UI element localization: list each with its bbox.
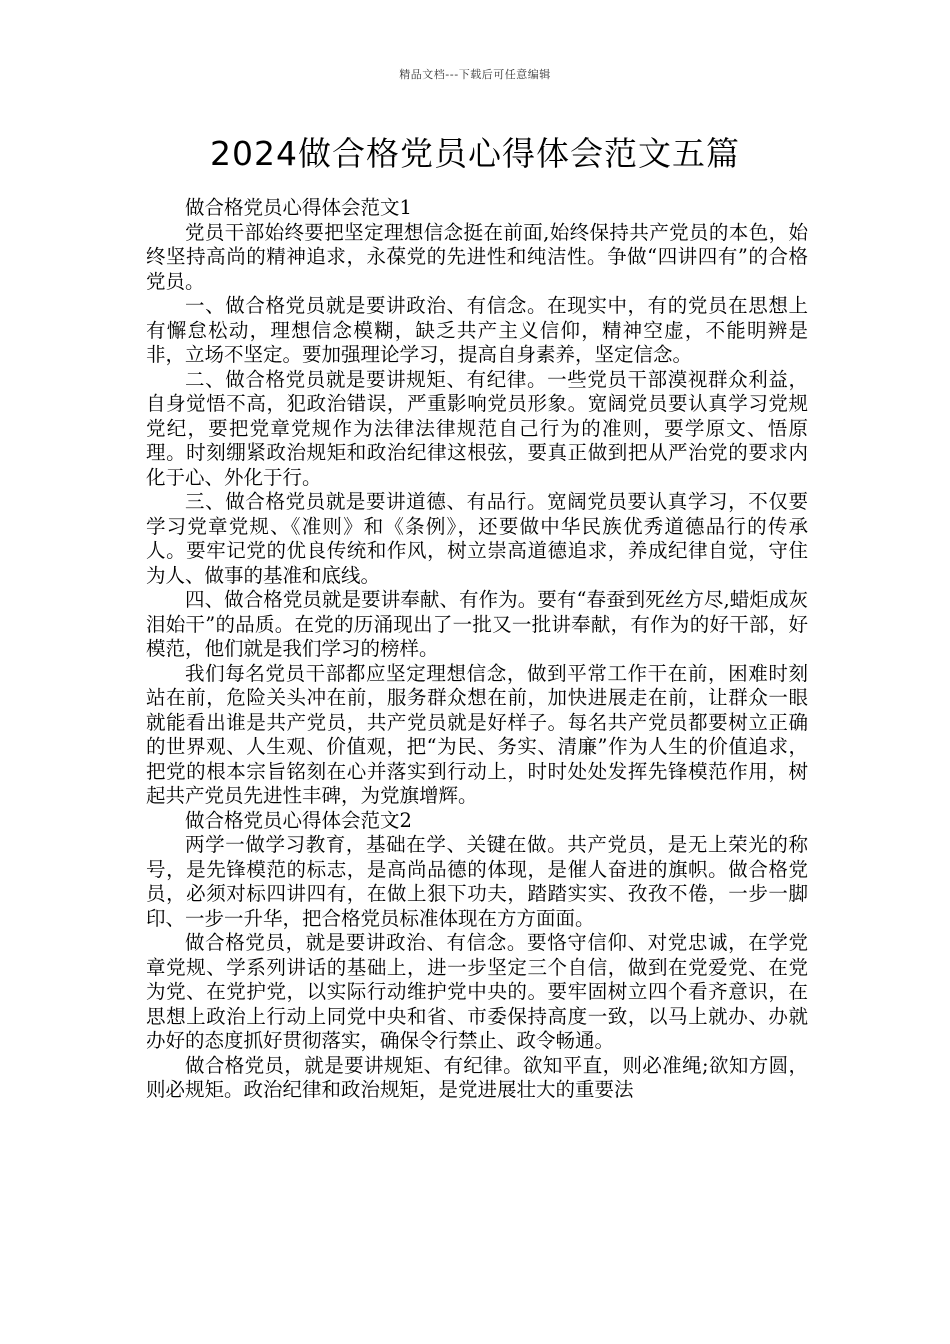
paragraph: 一、做合格党员就是要讲政治、有信念。在现实中，有的党员在思想上有懈怠松动，理想信念模糊，缺乏共产主义信仰，精神空虚，不能明辨是非，立场不坚定。要加强理论学习，提高自身素养，坚定信念。 xyxy=(146,294,808,366)
paragraph: 党员干部始终要把坚定理想信念挺在前面,始终保持共产党员的本色，始终坚持高尚的精神追求，永葆党的先进性和纯洁性。争做“四讲四有”的合格党员。 xyxy=(146,220,808,293)
section-heading: 做合格党员心得体会范文1 xyxy=(185,196,412,219)
paragraph: 二、做合格党员就是要讲规矩、有纪律。一些党员干部漠视群众利益，自身觉悟不高，犯政治错误，严重影响党员形象。宽阔党员要认真学习党规党纪，要把党章党规作为法律法律规范自己行为的准则，要学原文、悟原理。时刻绷紧政治规矩和政治纪律这根弦，要真正做到把从严治党的要求内化于心、外化于行。 xyxy=(146,367,808,489)
paragraph: 四、做合格党员就是要讲奉献、有作为。要有“春蚕到死丝方尽,蜡炬成灰泪始干”的品质。在党的历涌现出了一批又一批讲奉献，有作为的好干部，好模范，他们就是我们学习的榜样。 xyxy=(146,588,808,660)
paragraph: 两学一做学习教育，基础在学、关键在做。共产党员，是无上荣光的称号，是先锋模范的标志，是高尚品德的体现，是催人奋进的旗帜。做合格党员，必须对标四讲四有，在做上狠下功夫，踏踏实实、孜孜不倦，一步一脚印、一步一升华，把合格党员标准体现在方方面面。 xyxy=(146,833,808,930)
section-heading: 做合格党员心得体会范文2 xyxy=(185,808,412,832)
paragraph: 我们每名党员干部都应坚定理想信念，做到平常工作干在前，困难时刻站在前，危险关头冲在前，服务群众想在前，加快进展走在前，让群众一眼就能看出谁是共产党员，共产党员就是好样子。每名共产党员都要树立正确的世界观、人生观、价值观，把“为民、务实、清廉”作为人生的价值追求，把党的根本宗旨铭刻在心并落实到行动上，时时处处发挥先锋模范作用，树起共产党员先进性丰碑，为党旗增辉。 xyxy=(146,661,808,807)
document-title: 2024做合格党员心得体会范文五篇 xyxy=(210,134,740,173)
paragraph: 做合格党员，就是要讲规矩、有纪律。欲知平直，则必准绳;欲知方圆，则必规矩。政治纪律和政治规矩，是党进展壮大的重要法 xyxy=(146,1053,808,1101)
header-note: 精品文档---下载后可任意编辑 xyxy=(399,68,551,81)
paragraph: 三、做合格党员就是要讲道德、有品行。宽阔党员要认真学习，不仅要学习党章党规、《准则》和《条例》，还要做中华民族优秀道德品行的传承人。要牢记党的优良传统和作风，树立崇高道德追求，养成纪律自觉，守住为人、做事的基准和底线。 xyxy=(146,490,808,587)
paragraph: 做合格党员，就是要讲政治、有信念。要恪守信仰、对党忠诚，在学党章党规、学系列讲话的基础上，进一步坚定三个自信，做到在党爱党、在党为党、在党护党，以实际行动维护党中央的。要牢固树立四个看齐意识，在思想上政治上行动上同党中央和省、市委保持高度一致，以马上就办、办就办好的态度抓好贯彻落实，确保令行禁止、政令畅通。 xyxy=(146,931,808,1052)
document-body xyxy=(146,196,808,1103)
